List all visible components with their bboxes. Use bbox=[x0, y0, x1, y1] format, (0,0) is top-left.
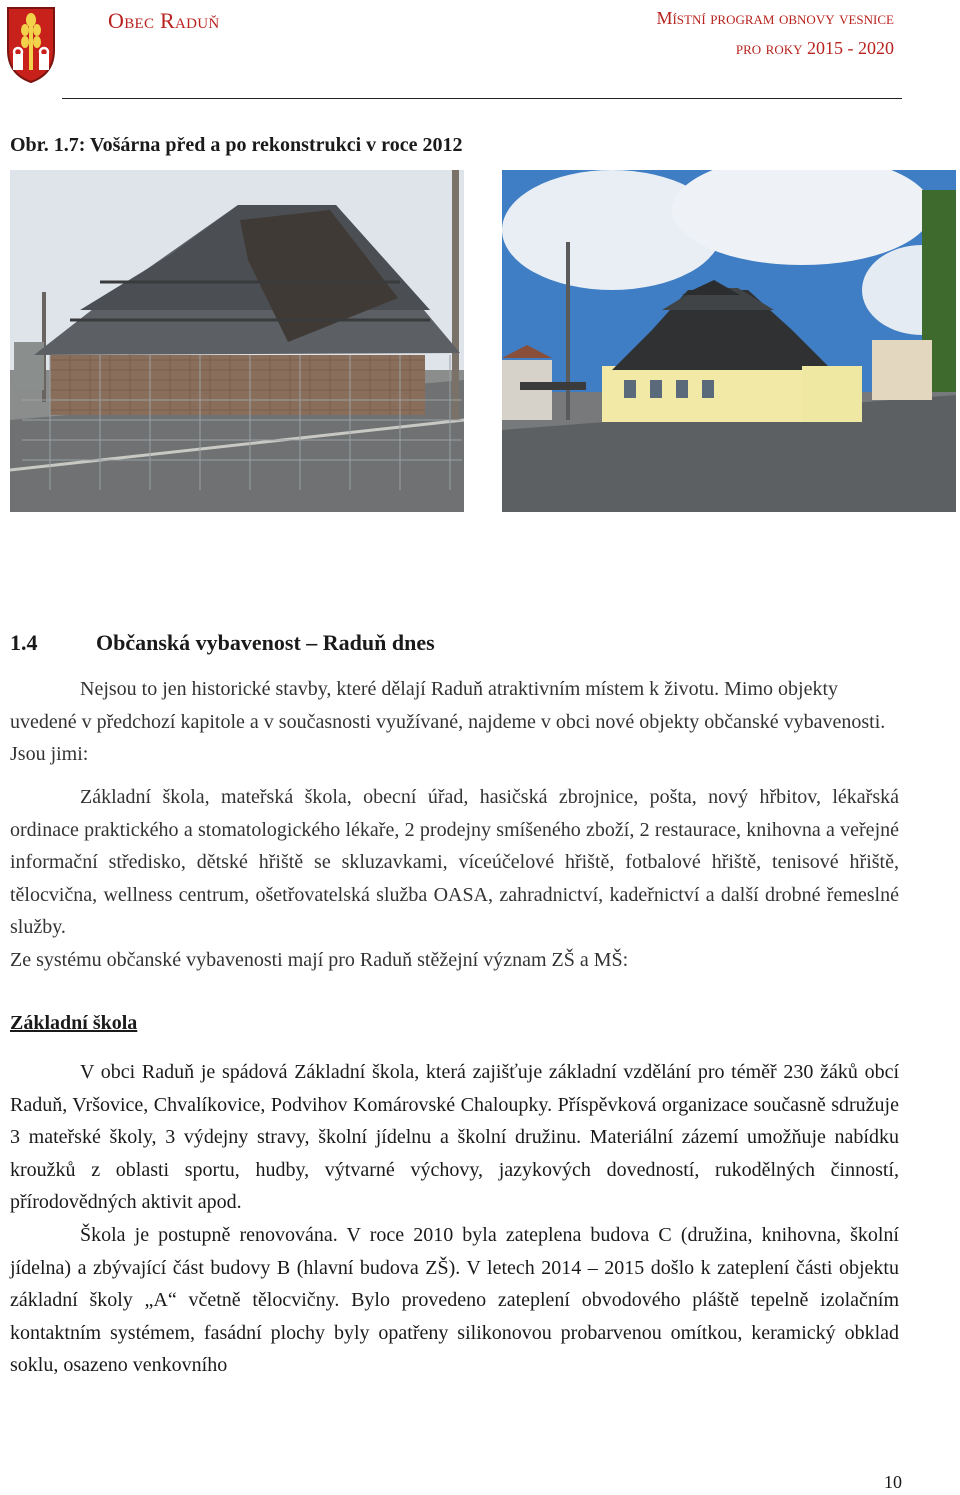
ruined-barn-photo bbox=[10, 170, 464, 512]
section-heading bbox=[10, 630, 435, 656]
facilities-block bbox=[10, 781, 899, 977]
header-divider bbox=[62, 98, 902, 99]
school-section bbox=[10, 1056, 899, 1382]
section-number: 1.4 bbox=[10, 630, 38, 655]
school-paragraph-1: V obci Raduň je spádová Základní škola, která zajišťuje základní vzdělání pro téměř 230 žáků obcí Raduň, Vršovice, Chvalíkovice, Podvihov Komárovské Chaloupky. Příspěvková organizace současně sdružuje 3 mateřské školy, 3 výdejny stravy, školní jídelnu a školní družinu. Materiální zázemí umožňuje nabídku kroužků z oblasti sportu, hudby, výtvarné výchovy, jazykových dovedností, rukodělných činností, přírodovědných aktivit apod. bbox=[10, 1061, 899, 1214]
facilities-text: Základní škola, mateřská škola, obecní úřad, hasičská zbrojnice, pošta, nový hřbitov, lékařská ordinace praktického a stomatologického lékaře, 2 prodejny smíšeného zboží, 2 restaurace, knihovna a veřejné informační středisko, dětské hřiště se skluzavkami, víceúčelové hřiště, fotbalové hřiště, tenisové hřiště, tělocvična, wellness centrum, ošetřovatelská služba OASA, zahradnictví, kadeřnictví a další drobné řemeslné služby. bbox=[10, 786, 899, 939]
intro-text: Nejsou to jen historické stavby, které dělají Raduň atraktivním místem k životu. Mimo objekty uvedené v předchozí kapitole a v současnosti využívané, najdeme v obci nové objekty občanské vybavenosti. Jsou jimi: bbox=[10, 678, 886, 766]
document-period: pro roky 2015 - 2020 bbox=[735, 38, 894, 58]
page-number: 10 bbox=[884, 1472, 902, 1492]
school-heading: Základní škola bbox=[10, 1012, 138, 1034]
section-title: Občanská vybavenost – Raduň dnes bbox=[96, 630, 435, 655]
intro-paragraph bbox=[10, 673, 899, 771]
renovated-barn-photo bbox=[502, 170, 956, 512]
page-header bbox=[0, 0, 960, 100]
document-title: Místní program obnovy vesnice bbox=[656, 8, 894, 28]
importance-text: Ze systému občanské vybavenosti mají pro Raduň stěžejní význam ZŠ a MŠ: bbox=[10, 948, 629, 971]
municipality-name: Obec Raduň bbox=[108, 8, 220, 33]
coat-of-arms-icon bbox=[6, 4, 56, 84]
figure-caption: Obr. 1.7: Vošárna před a po rekonstrukci v roce 2012 bbox=[10, 134, 463, 156]
school-paragraph-2: Škola je postupně renovována. V roce 2010 byla zateplena budova C (družina, knihovna, školní jídelna) a zbývající část budovy B (hlavní budova ZŠ). V letech 2014 – 2015 došlo k zateplení části objektu základní školy „A“ včetně tělocvičny. Bylo provedeno zateplení obvodového pláště tepelně izolačním kontaktním systémem, fasádní plochy byly opatřeny silikonovou probarvenou omítkou, keramický obklad soklu, osazeno venkovního bbox=[10, 1223, 899, 1377]
